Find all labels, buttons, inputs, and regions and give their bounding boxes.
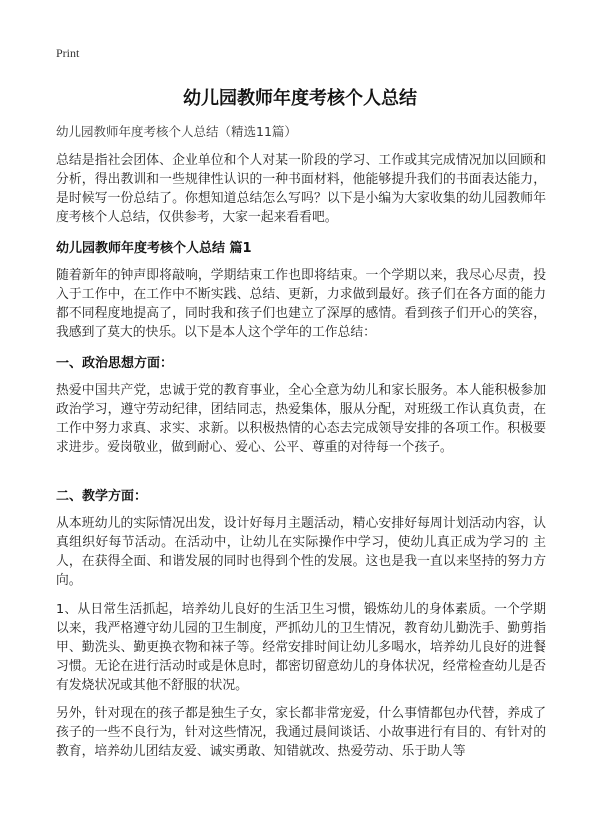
page-title: 幼儿园教师年度考核个人总结 bbox=[183, 88, 417, 109]
guidance-paragraph: 另外，针对现在的孩子都是独生子女，家长都非常宠爱，什么事情都包办代替，养成了孩子的一些不良行为，针对这些情况，我通过晨间谈话、小故事进行有目的、有针对的教育，培养幼儿团结友爱、诚实勇敢、知错就改、热爱劳动、乐于助人等 bbox=[56, 706, 546, 759]
intro-paragraph: 总结是指社会团体、企业单位和个人对某一阶段的学习、工作或其完成情况加以回顾和分析，得出教训和一些规律性认识的一种书面材料，他能够提升我们的书面表达能力，是时候写一份总结了。你想知道总结怎么写吗？以下是小编为大家收集的幼儿园教师年度考核个人总结，仅供参考，大家一起来看看吧。 bbox=[56, 153, 546, 225]
document-subtitle: 幼儿园教师年度考核个人总结（精选11篇） bbox=[56, 124, 297, 139]
heading-teaching: 二、教学方面： bbox=[56, 489, 148, 504]
section-intro-paragraph: 随着新年的钟声即将敲响，学期结束工作也即将结束。一个学期以来，我尽心尽责，投入于工作中，在工作中不断实践、总结、更新，力求做到最好。孩子们在各方面的能力都不同程度地提高了，同时我和孩子们也建立了深厚的感情。看到孩子们开心的笑容，我感到了莫大的快乐。以下是本人这个学年的工作总结： bbox=[56, 268, 546, 340]
print-link[interactable]: Print bbox=[56, 46, 80, 60]
daily-life-paragraph: 1、从日常生活抓起，培养幼儿良好的生活卫生习惯，锻炼幼儿的身体素质。一个学期以来，我严格遵守幼儿园的卫生制度，严抓幼儿的卫生情况，教育幼儿勤洗手、勤剪指甲、勤洗头、勤更换衣物和袜子等。经常安排时间让幼儿多喝水，培养幼儿良好的进餐习惯。无论在进行活动时或是休息时，都密切留意幼儿的身体状况，经常检查幼儿是否有发烧状况或其他不舒服的状况。 bbox=[56, 602, 546, 693]
teaching-paragraph: 从本班幼儿的实际情况出发，设计好每月主题活动，精心安排好每周计划活动内容，认真组织好每节活动。在活动中，让幼儿在实际操作中学习，使幼儿真正成为学习的 主人，在获得全面、和谐发展的同时也得到个性的发展。这也是我一直以来坚持的努力方向。 bbox=[56, 516, 546, 588]
heading-politics: 一、政治思想方面： bbox=[56, 356, 174, 371]
politics-paragraph: 热爱中国共产党，忠诚于党的教育事业，全心全意为幼儿和家长服务。本人能积极参加政治学习，遵守劳动纪律，团结同志，热爱集体，服从分配，对班级工作认真负责，在工作中努力求真、求实、求新。以积极热情的心态去完成领导安排的各项工作。积极要求进步。爱岗敬业，做到耐心、爱心、公平、尊重的对待每一个孩子。 bbox=[56, 383, 546, 455]
section-title: 幼儿园教师年度考核个人总结 篇1 bbox=[56, 241, 252, 256]
